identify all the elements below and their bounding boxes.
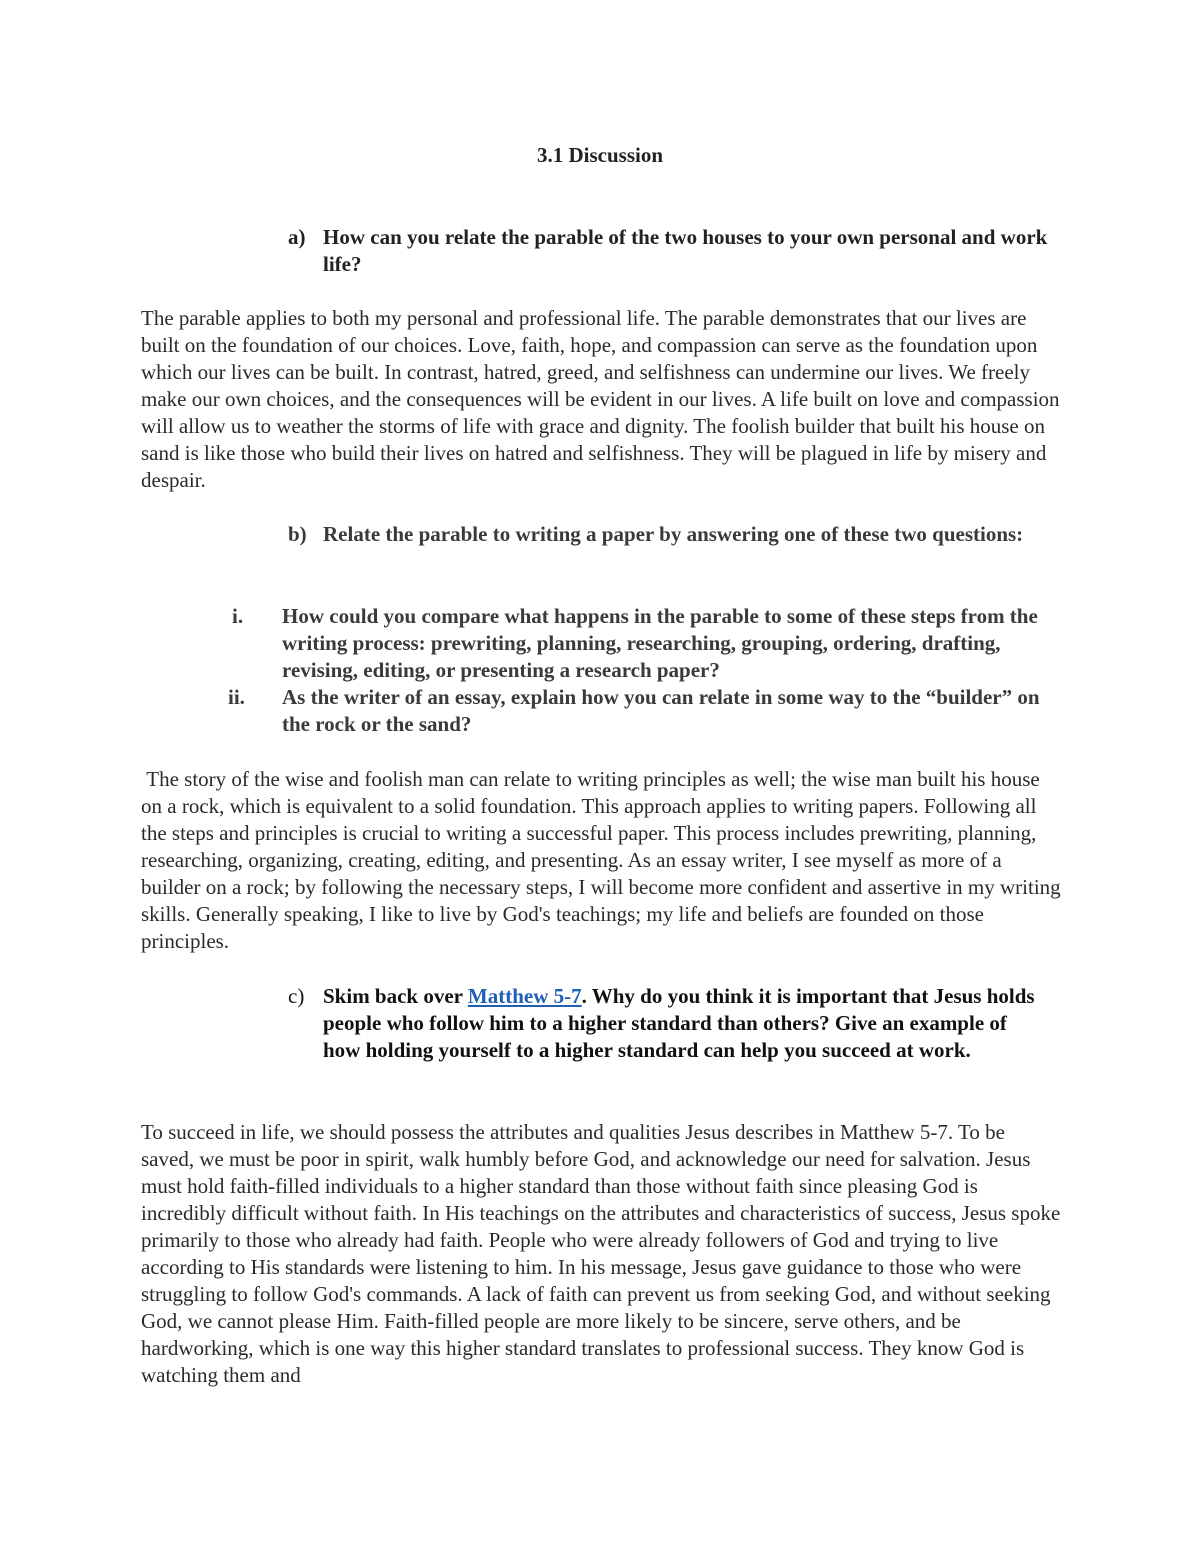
question-b-ii-marker: ii. xyxy=(228,685,245,709)
question-a-text: How can you relate the parable of the two houses to your own personal and work life? xyxy=(323,225,1048,276)
question-b-text: Relate the parable to writing a paper by answering one of these two questions: xyxy=(323,522,1024,546)
question-b-marker: b) xyxy=(288,522,307,546)
question-b-i-marker: i. xyxy=(232,604,244,628)
matthew-5-7-link[interactable]: Matthew 5-7 xyxy=(467,984,582,1008)
question-b-ii xyxy=(228,684,1052,738)
question-b-ii-text: As the writer of an essay, explain how you can relate in some way to the “builder” on the rock or the sand? xyxy=(282,685,1040,736)
question-a-marker: a) xyxy=(288,225,306,249)
question-c-marker: c) xyxy=(288,984,305,1008)
page-title: 3.1 Discussion xyxy=(536,143,664,167)
question-c-text-before-link: Skim back over xyxy=(323,984,468,1008)
answer-c-paragraph: To succeed in life, we should possess the attributes and qualities Jesus describes in Matthew 5-7. To be saved, we must be poor in spirit, walk humbly before God, and acknowledge our need for salvation. Jesus must hold faith-filled individuals to a higher standard than those without faith since pleasing God is incredibly difficult without faith. In His teachings on the attributes and characteristics of success, Jesus spoke primarily to those who already had faith. People who were already followers of God and trying to live according to His standards were listening to him. In his message, Jesus gave guidance to those who were struggling to follow God's commands. A lack of faith can prevent us from seeking God, and without seeking God, we cannot please Him. Faith-filled people are more likely to be sincere, serve others, and be hardworking, which is one way this higher standard translates to professional success. They know God is watching them and xyxy=(141,1120,1061,1387)
question-c-text-after-link: . Why do you think it is important that Jesus holds people who follow him to a higher standard than others? Give an example of how holding yourself to a higher standard can help you succeed at work. xyxy=(323,984,1035,1062)
answer-a-paragraph: The parable applies to both my personal and professional life. The parable demonstrates that our lives are built on the foundation of our choices. Love, faith, hope, and compassion can serve as the foundation upon which our lives can be built. In contrast, hatred, greed, and selfishness can undermine our lives. We freely make our own choices, and the consequences will be evident in our lives. A life built on love and compassion will allow us to weather the storms of life with grace and dignity. The foolish builder that built his house on sand is like those who build their lives on hatred and selfishness. They will be plagued in life by misery and despair. xyxy=(141,306,1060,492)
answer-b-paragraph: The story of the wise and foolish man can relate to writing principles as well; the wise man built his house on a rock, which is equivalent to a solid foundation. This approach applies to writing papers. Following all the steps and principles is crucial to writing a successful paper. This process includes prewriting, planning, researching, organizing, creating, editing, and presenting. As an essay writer, I see myself as more of a builder on a rock; by following the necessary steps, I will become more confident and assertive in my writing skills. Generally speaking, I like to live by God's teachings; my life and beliefs are founded on those principles. xyxy=(141,767,1066,953)
question-b xyxy=(288,521,1048,548)
question-b-i-text: How could you compare what happens in the parable to some of these steps from the writing process: prewriting, planning, researching, grouping, ordering, drafting, revising, editing, or presenting a research paper? xyxy=(282,604,1038,682)
question-a xyxy=(288,224,1048,278)
question-c xyxy=(288,983,1048,1064)
question-b-i xyxy=(232,603,1052,684)
question-c-text xyxy=(323,983,1048,1064)
